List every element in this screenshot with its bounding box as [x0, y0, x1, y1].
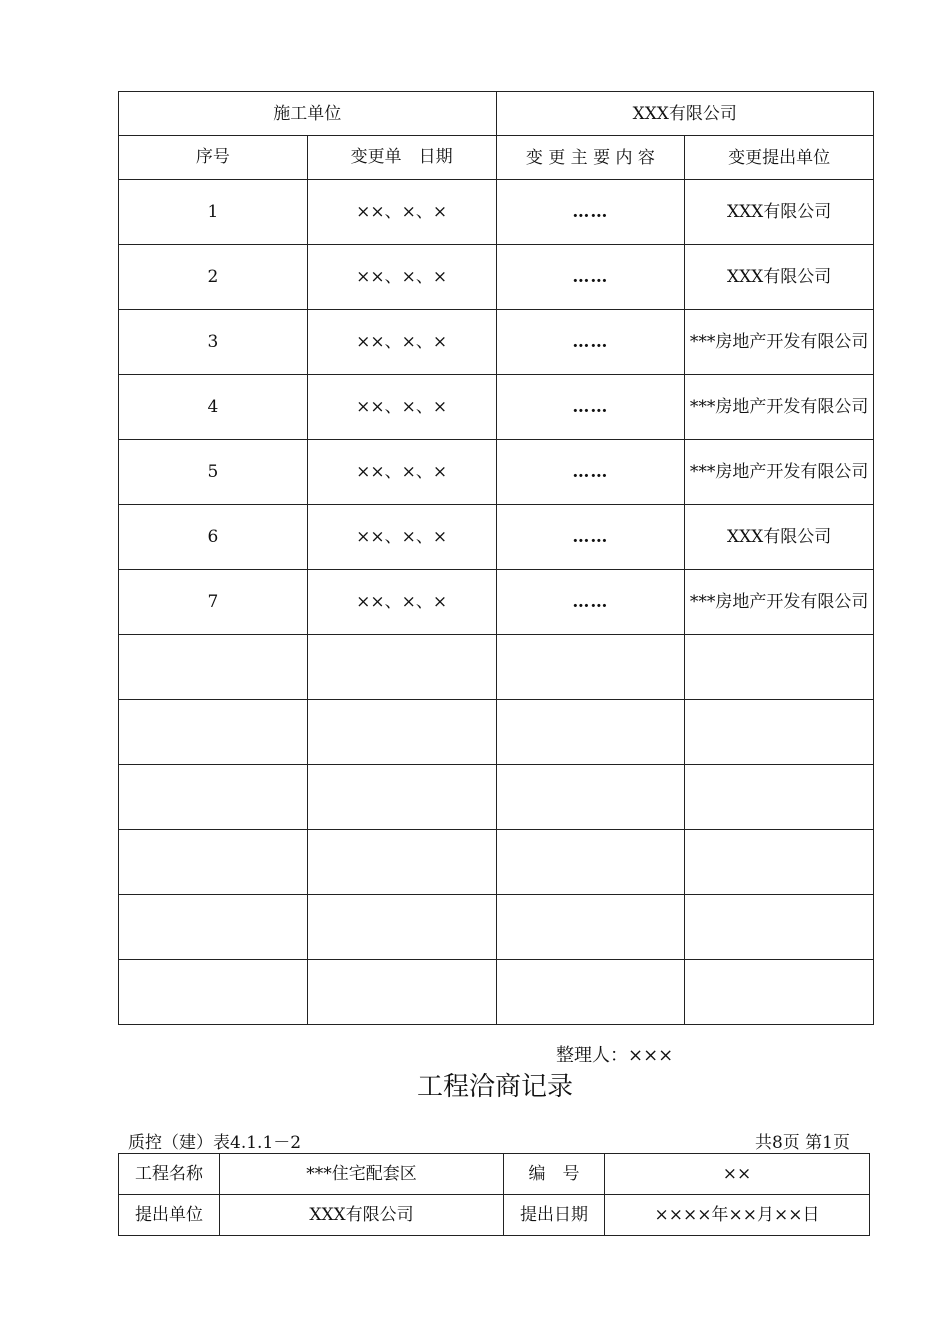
row-proposer: ***房地产开发有限公司 [685, 570, 874, 635]
row-no: 5 [119, 440, 308, 505]
row-no: 7 [119, 570, 308, 635]
empty-row [119, 960, 874, 1025]
row-date: ××、×、× [307, 180, 496, 245]
number-label: 编 号 [504, 1154, 605, 1195]
date-value: ××××年××月××日 [605, 1195, 870, 1236]
row-content: …… [496, 180, 685, 245]
empty-row [119, 895, 874, 960]
row-proposer: XXX有限公司 [685, 245, 874, 310]
row-content: …… [496, 245, 685, 310]
header-date: 变更单 日期 [307, 136, 496, 180]
table-row [119, 245, 874, 310]
row-no: 4 [119, 375, 308, 440]
row-proposer: XXX有限公司 [685, 180, 874, 245]
number-value: ×× [605, 1154, 870, 1195]
proposer-value: XXX有限公司 [220, 1195, 504, 1236]
construction-unit-value: XXX有限公司 [496, 92, 874, 136]
empty-row [119, 765, 874, 830]
row-no: 3 [119, 310, 308, 375]
row-content: …… [496, 570, 685, 635]
form-code: 质控（建）表4.1.1－2 [128, 1133, 302, 1153]
table-row [119, 440, 874, 505]
project-name-label: 工程名称 [119, 1154, 220, 1195]
row-no: 6 [119, 505, 308, 570]
table-row [119, 180, 874, 245]
row-no: 1 [119, 180, 308, 245]
table-row [119, 375, 874, 440]
empty-row [119, 700, 874, 765]
row-no: 2 [119, 245, 308, 310]
row-content: …… [496, 310, 685, 375]
empty-row [119, 830, 874, 895]
row-content: …… [496, 440, 685, 505]
change-summary-table [118, 91, 874, 1025]
row-date: ××、×、× [307, 245, 496, 310]
negotiation-info-table [118, 1153, 870, 1236]
prepared-by: 整理人：××× [556, 1045, 674, 1066]
row-date: ××、×、× [307, 505, 496, 570]
construction-unit-label: 施工单位 [119, 92, 497, 136]
table-row [119, 505, 874, 570]
row-date: ××、×、× [307, 310, 496, 375]
info-row-proposer [119, 1195, 870, 1236]
row-proposer: ***房地产开发有限公司 [685, 310, 874, 375]
header-proposer: 变更提出单位 [685, 136, 874, 180]
empty-row [119, 635, 874, 700]
date-label: 提出日期 [504, 1195, 605, 1236]
page-info: 共8页 第1页 [754, 1133, 850, 1153]
header-row [119, 136, 874, 180]
row-proposer: ***房地产开发有限公司 [685, 375, 874, 440]
row-content: …… [496, 375, 685, 440]
header-content: 变 更 主 要 内 容 [496, 136, 685, 180]
table-row [119, 310, 874, 375]
row-content: …… [496, 505, 685, 570]
row-date: ××、×、× [307, 375, 496, 440]
row-proposer: ***房地产开发有限公司 [685, 440, 874, 505]
header-no: 序号 [119, 136, 308, 180]
row-proposer: XXX有限公司 [685, 505, 874, 570]
table-row [119, 570, 874, 635]
row-date: ××、×、× [307, 440, 496, 505]
document-title: 工程洽商记录 [416, 1072, 573, 1102]
info-row-project [119, 1154, 870, 1195]
construction-unit-row [119, 92, 874, 136]
project-name-value: ***住宅配套区 [220, 1154, 504, 1195]
proposer-label: 提出单位 [119, 1195, 220, 1236]
row-date: ××、×、× [307, 570, 496, 635]
